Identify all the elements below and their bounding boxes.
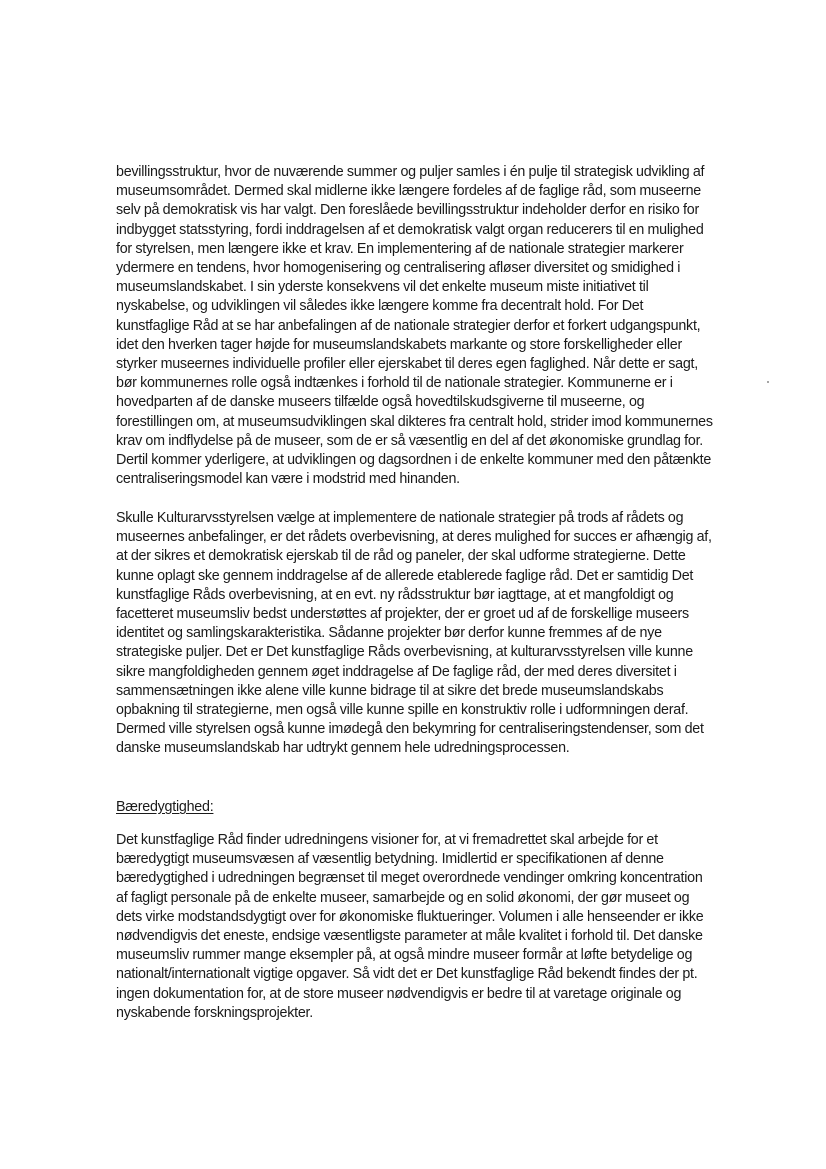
text-line: bør kommunernes rolle også indtænkes i forhold til de nationale strategier. Kommunerne er i — [116, 375, 673, 392]
text-line: Skulle Kulturarvsstyrelsen vælge at implementere de nationale strategier på trods af rådets og — [116, 510, 684, 526]
paragraph-3 — [116, 831, 716, 1023]
scan-speck — [767, 381, 769, 383]
text-line: dets virke modstandsdygtigt over for økonomiske fluktueringer. Volumen i alle henseender er ikke — [116, 908, 704, 925]
text-line: ingen dokumentation for, at de store museer nødvendigvis er bedre til at varetage originale og — [116, 985, 682, 1002]
text-line: bæredygtighed i udredningen begrænset til meget overordnede vendinger omkring koncentration — [116, 870, 703, 887]
text-line: kunstfaglige Råd at se har anbefalingen af de nationale strategier derfor et forkert udgangspunkt, — [116, 317, 701, 334]
text-line: sammensætningen ikke alene ville kunne bidrage til at sikre det brede museumslandskabs — [116, 682, 664, 699]
text-line: nyskabende forskningsprojekter. — [116, 1004, 313, 1021]
text-line: at der sikres et demokratisk ejerskab til de råd og paneler, der skal udforme strategierne. Dette — [116, 548, 686, 565]
text-line: sikre mangfoldigheden gennem øget inddragelse af De faglige råd, der med deres diversitet i — [116, 663, 677, 680]
text-line: selv på demokratisk vis har valgt. Den foreslåede bevillingsstruktur indeholder derfor en risiko for — [116, 202, 699, 219]
text-line: Dertil kommer yderligere, at udviklingen og dagsordnen i de enkelte kommuner med den påtænkte — [116, 452, 712, 469]
text-line: hovedparten af de danske museers tilfælde også hovedtilskudsgiverne til museerne, og — [116, 394, 645, 411]
text-line: bevillingsstruktur, hvor de nuværende summer og puljer samles i én pulje til strategisk udvikling af — [116, 164, 705, 180]
paragraph-1 — [116, 163, 716, 489]
text-line: ydermere en tendens, hvor homogenisering og centralisering afløser diversitet og smidighed i — [116, 260, 681, 277]
text-line: museumslandskabet. I sin yderste konsekvens vil det enkelte museum miste initiativet til — [116, 279, 649, 296]
text-line: krav om indflydelse på de museer, som de er så væsentlig en del af det økonomiske grundlag for. — [116, 432, 704, 449]
text-line: kunne oplagt ske gennem inddragelse af de allerede etablerede faglige råd. Det er samtidig Det — [116, 567, 694, 584]
text-line: indbygget statsstyring, fordi inddragelsen af et demokratisk valgt organ reducerers til en mulighed — [116, 221, 704, 238]
text-line: facetteret museumsliv bedst understøttes af projekter, der er groet ud af de forskellige museers — [116, 606, 689, 623]
text-line: nationalt/internationalt vigtige opgaver. Så vidt det er Det kunstfaglige Råd bekendt findes der pt. — [116, 966, 698, 983]
section-heading: Bæredygtighed: — [116, 799, 214, 815]
text-line: nødvendigvis det eneste, endsige væsentligste parameter at måle kvalitet i forhold til. Det danske — [116, 928, 703, 945]
text-line: for styrelsen, men længere ikke et krav. En implementering af de nationale strategier markerer — [116, 240, 684, 257]
text-line: danske museumslandskab har udtrykt gennem hele udredningsprocessen. — [116, 740, 570, 757]
text-line: idet den hverken tager højde for museumslandskabets markante og store forskelligheder eller — [116, 336, 682, 353]
text-line: identitet og samlingskarakteristika. Sådanne projekter bør derfor kunne fremmes af de nye — [116, 625, 662, 642]
text-line: af fagligt personale på de enkelte museer, samarbejde og en solid økonomi, der gør museet og — [116, 889, 690, 906]
text-line: centraliseringsmodel kan være i modstrid med hinanden. — [116, 471, 460, 488]
text-line: styrker museernes individuelle profiler eller ejerskabet til deres egen faglighed. Når dette er sagt, — [116, 356, 698, 373]
text-line: nyskabelse, og udviklingen vil således ikke længere komme fra decentralt hold. For Det — [116, 298, 644, 315]
paragraph-2 — [116, 509, 716, 759]
text-line: museumsliv rummer mange eksempler på, at også mindre museer formår at løfte betydelige og — [116, 947, 693, 964]
text-line: museumsområdet. Dermed skal midlerne ikke længere fordeles af de faglige råd, som museerne — [116, 183, 701, 200]
text-line: forestillingen om, at museumsudviklingen skal dikteres fra centralt hold, strider imod kommunernes — [116, 413, 713, 430]
text-line: museernes anbefalinger, er det rådets overbevisning, at deres mulighed for succes er afhængig af, — [116, 529, 712, 546]
text-line: strategiske puljer. Det er Det kunstfaglige Råds overbevisning, at kulturarvsstyrelsen ville kunne — [116, 644, 693, 661]
text-line: bæredygtigt museumsvæsen af væsentlig betydning. Imidlertid er specifikationen af denne — [116, 851, 664, 868]
text-line: opbakning til strategierne, men også ville kunne spille en konstruktiv rolle i udformningen deraf. — [116, 702, 689, 719]
text-line: kunstfaglige Råds overbevisning, at en evt. ny rådsstruktur bør iagttage, at et mangfoldigt og — [116, 586, 674, 603]
text-line: Dermed ville styrelsen også kunne imødegå den bekymring for centraliseringstendenser, som det — [116, 721, 704, 738]
text-line: Det kunstfaglige Råd finder udredningens visioner for, at vi fremadrettet skal arbejde for et — [116, 832, 658, 848]
